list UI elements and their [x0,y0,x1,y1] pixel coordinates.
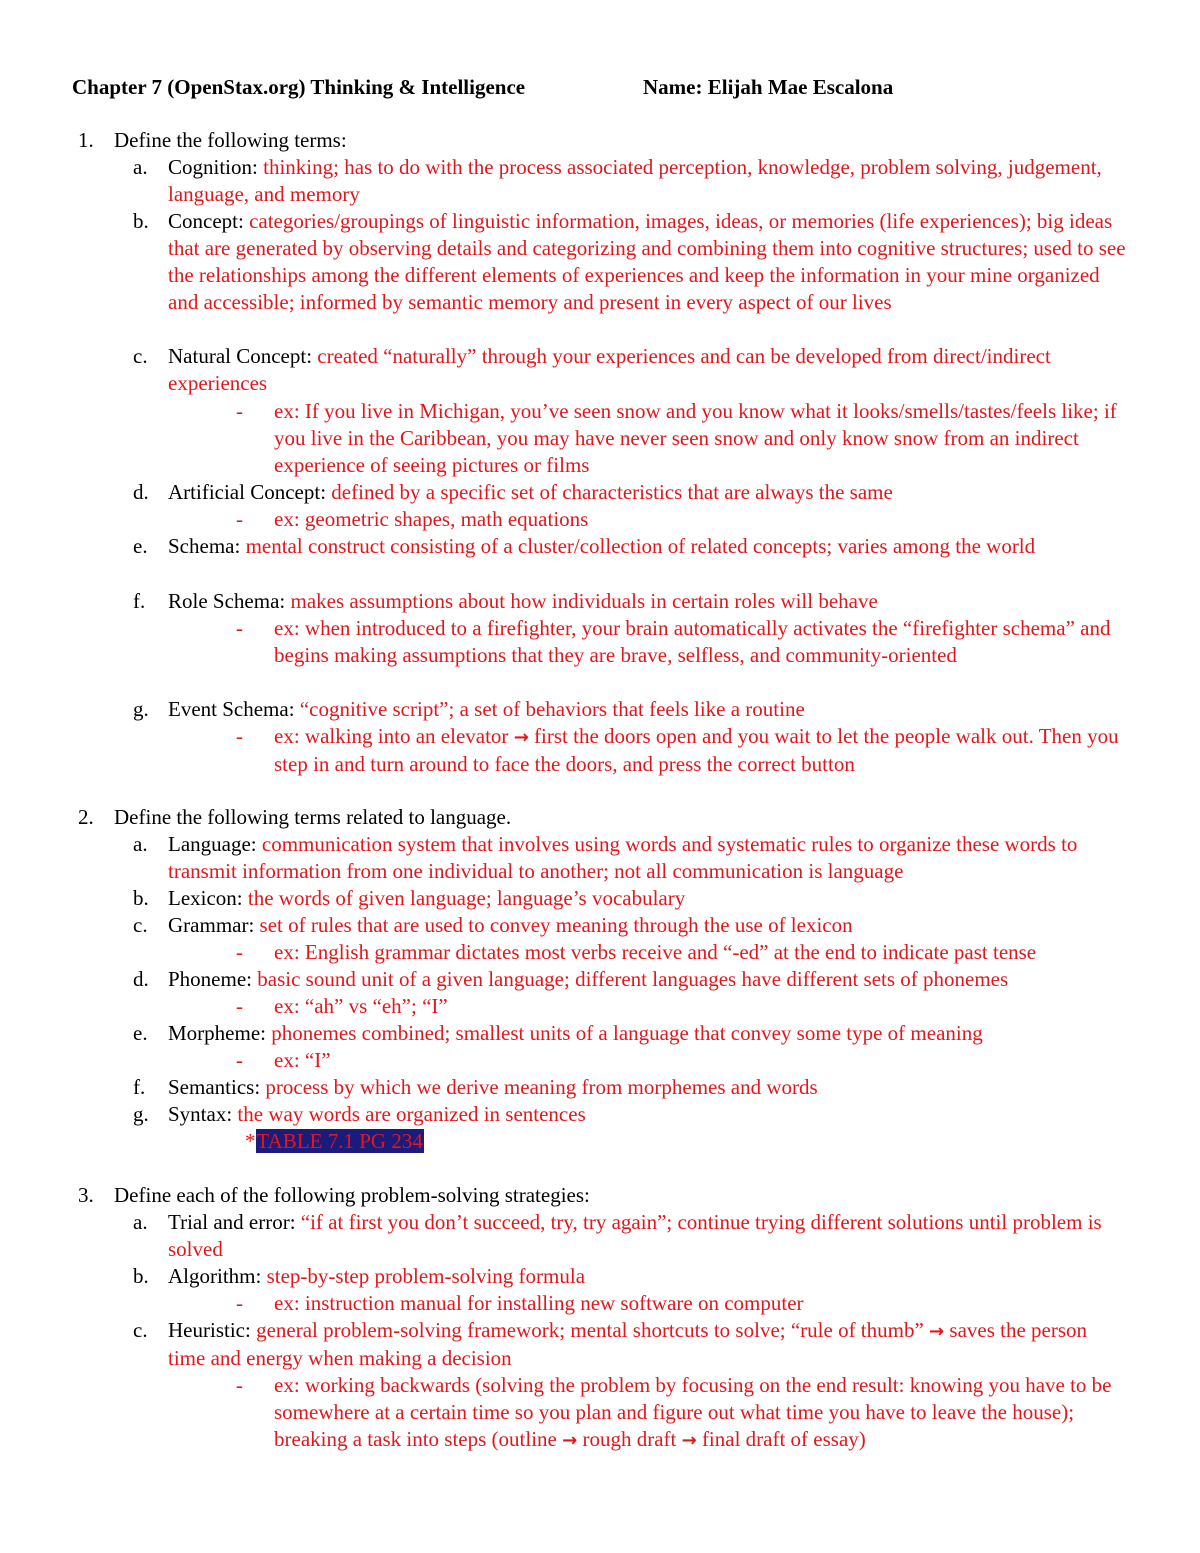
example-text [274,723,1134,778]
definition: phonemes combined; smallest units of a language that convey some type of meaning [265,1021,983,1045]
definition: makes assumptions about how individuals in certain roles will behave [285,589,878,613]
item-letter: b. [133,886,149,910]
bullet-dash: - [236,1048,243,1072]
example-text [274,1372,1134,1454]
term: Schema: [168,534,241,558]
document-title: Chapter 7 (OpenStax.org) Thinking & Intelligence [72,75,526,99]
student-name: Name: Elijah Mae Escalona [643,75,894,99]
bullet-dash: - [236,507,243,531]
definition: process by which we derive meaning from morphemes and words [260,1075,818,1099]
term: Heuristic: [168,1318,251,1342]
item-letter: a. [133,832,148,856]
definition: thinking; has to do with the process associated perception, knowledge, problem solving, judgement, language, and memory [168,155,1102,206]
bullet-dash: - [236,1291,243,1315]
example-text-part: rough draft [577,1427,682,1451]
item-letter: g. [133,1102,149,1126]
definition: step-by-step problem-solving formula [261,1264,586,1288]
term: Phoneme: [168,967,252,991]
bullet-dash: - [236,994,243,1018]
question-text: Define the following terms: [114,128,347,152]
item-letter: a. [133,1210,148,1234]
table-reference-note [245,1128,424,1155]
term: Grammar: [168,913,255,937]
item-letter: e. [133,534,148,558]
definition: mental construct consisting of a cluster/collection of related concepts; varies among the world [240,534,1036,558]
item-letter: c. [133,1318,148,1342]
bullet-dash: - [236,399,243,423]
question-number: 2. [78,805,94,829]
example-text: ex: instruction manual for installing new software on computer [274,1291,804,1315]
definition: communication system that involves using words and systematic rules to organize these words to transmit information from one individual to another; not all communication is language [168,832,1078,883]
question-text: Define the following terms related to language. [114,805,512,829]
definition: categories/groupings of linguistic information, images, ideas, or memories (life experiences); big ideas that are generated by observing details and categorizing and combining them into cognitive structures; used to see the relationships among the different elements of experiences and keep the information in your mine organized and accessible; informed by semantic memory and present in every aspect of our lives [168,209,1126,314]
arrow-right-icon: → [681,1430,697,1451]
item-letter: a. [133,155,148,179]
bullet-dash: - [236,616,243,640]
term: Event Schema: [168,697,295,721]
term: Lexicon: [168,886,243,910]
question-number: 1. [78,128,94,152]
term: Algorithm: [168,1264,262,1288]
definition: “if at first you don’t succeed, try, try again”; continue trying different solutions until problem is solved [168,1210,1102,1261]
arrow-right-icon: → [929,1321,945,1342]
term: Morpheme: [168,1021,266,1045]
example-text-part: final draft of essay) [696,1427,866,1451]
definition: defined by a specific set of characteristics that are always the same [326,480,893,504]
bullet-dash: - [236,724,243,748]
example-text: ex: geometric shapes, math equations [274,507,589,531]
definition-part: saves the person time and energy when making a decision [168,1318,1088,1370]
question-text: Define each of the following problem-solving strategies: [114,1183,590,1207]
example-text: ex: English grammar dictates most verbs receive and “-ed” at the end to indicate past tense [274,940,1037,964]
example-text-part: ex: working backwards (solving the problem by focusing on the end result: knowing you have to be somewhere at a certain time so you plan and figure out what time you have to leave the house); breaking a task into steps (outline [274,1373,1112,1451]
example-text: ex: “I” [274,1048,331,1072]
item-letter: f. [133,589,146,613]
definition: created “naturally” through your experiences and can be developed from direct/indirect experiences [168,344,1051,395]
term: Language: [168,832,257,856]
arrow-right-icon: → [513,727,529,748]
bullet-dash: - [236,940,243,964]
arrow-right-icon: → [562,1430,578,1451]
item-letter: c. [133,913,148,937]
item-letter: d. [133,967,149,991]
item-letter: f. [133,1075,146,1099]
term: Artificial Concept: [168,480,327,504]
term: Natural Concept: [168,344,313,368]
term: Semantics: [168,1075,261,1099]
item-letter: b. [133,209,149,233]
term: Concept: [168,209,244,233]
note-asterisk: * [245,1129,256,1153]
example-text-part: first the doors open and you wait to let the people walk out. Then you step in and turn around to face the doors, and press the correct button [274,724,1119,776]
item-letter: d. [133,480,149,504]
term: Trial and error: [168,1210,296,1234]
term: Role Schema: [168,589,286,613]
definition: “cognitive script”; a set of behaviors that feels like a routine [294,697,805,721]
definition: the words of given language; language’s vocabulary [242,886,686,910]
example-text: ex: when introduced to a firefighter, your brain automatically activates the “firefighter schema” and begins making assumptions that they are brave, selfless, and community-oriented [274,616,1111,667]
definition: basic sound unit of a given language; different languages have different sets of phonemes [252,967,1009,991]
item-letter: g. [133,697,149,721]
definition: the way words are organized in sentences [232,1102,586,1126]
example-text: ex: If you live in Michigan, you’ve seen snow and you know what it looks/smells/tastes/feels like; if you live in the Caribbean, you may have never seen snow and only know snow from an indirect experience of seeing pictures or films [274,399,1117,477]
definition: set of rules that are used to convey meaning through the use of lexicon [254,913,853,937]
item-letter: e. [133,1021,148,1045]
term: Syntax: [168,1102,233,1126]
definition [168,1318,1087,1370]
highlighted-note: TABLE 7.1 PG 234 [256,1129,423,1153]
item-letter: c. [133,344,148,368]
term: Cognition: [168,155,258,179]
definition-part: general problem-solving framework; mental shortcuts to solve; “rule of thumb” [250,1318,930,1342]
item-letter: b. [133,1264,149,1288]
bullet-dash: - [236,1373,243,1397]
question-number: 3. [78,1183,94,1207]
example-text-part: ex: walking into an elevator [274,724,514,748]
example-text: ex: “ah” vs “eh”; “I” [274,994,448,1018]
